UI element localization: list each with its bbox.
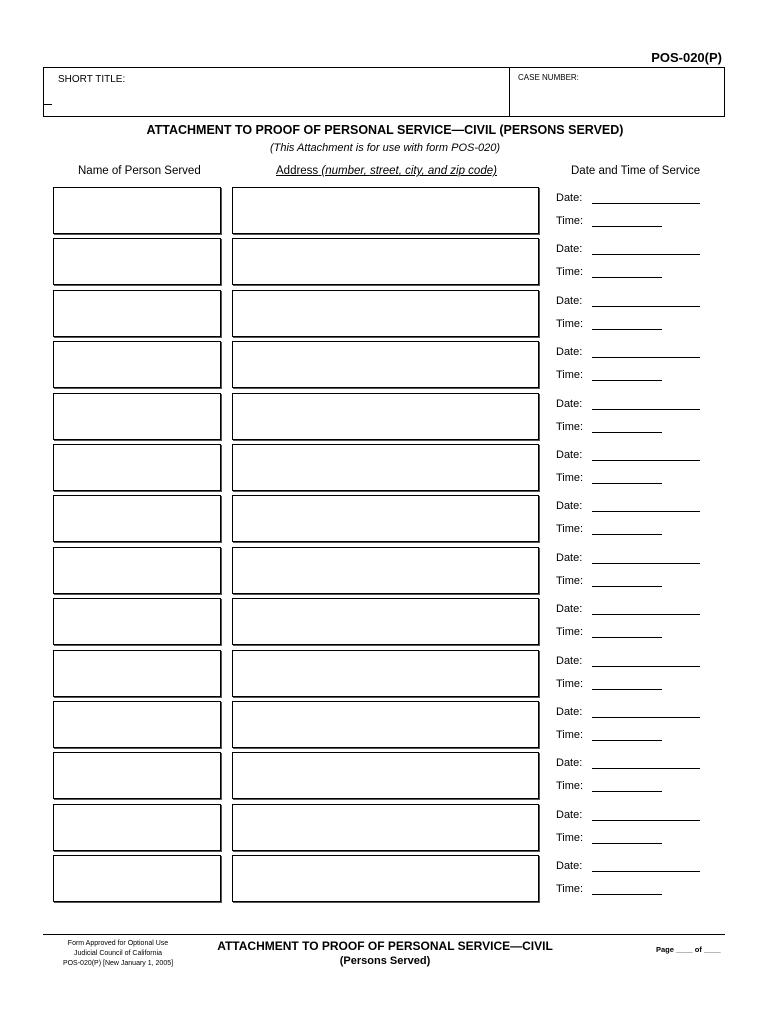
time-label: Time: (556, 678, 584, 690)
header-divider (509, 68, 510, 116)
footer-approval (43, 939, 193, 969)
time-label: Time: (556, 266, 584, 278)
date-field[interactable] (592, 357, 700, 358)
service-entry-row (0, 238, 770, 290)
address-field[interactable] (232, 495, 539, 542)
time-label: Time: (556, 626, 584, 638)
person-name-field[interactable] (53, 650, 221, 697)
person-name-field[interactable] (53, 444, 221, 491)
date-label: Date: (556, 552, 583, 564)
page-number: Page ____ of ____ (656, 945, 721, 954)
person-name-field[interactable] (53, 290, 221, 337)
address-field[interactable] (232, 341, 539, 388)
service-entry-row (0, 341, 770, 393)
service-entry-row (0, 855, 770, 907)
footer-title: ATTACHMENT TO PROOF OF PERSONAL SERVICE—CIVIL (217, 939, 553, 953)
person-name-field[interactable] (53, 495, 221, 542)
form-subtitle: (This Attachment is for use with form POS-020) (269, 142, 501, 154)
date-label: Date: (556, 860, 583, 872)
footer-subtitle: (Persons Served) (339, 955, 431, 967)
date-field[interactable] (592, 614, 700, 615)
service-entry-row (0, 290, 770, 342)
person-name-field[interactable] (53, 341, 221, 388)
person-name-field[interactable] (53, 238, 221, 285)
case-header (43, 67, 725, 117)
time-label: Time: (556, 215, 584, 227)
time-field[interactable] (592, 689, 662, 690)
date-field[interactable] (592, 871, 700, 872)
address-field[interactable] (232, 598, 539, 645)
time-field[interactable] (592, 329, 662, 330)
date-field[interactable] (592, 203, 700, 204)
date-field[interactable] (592, 563, 700, 564)
address-field[interactable] (232, 393, 539, 440)
address-field[interactable] (232, 650, 539, 697)
date-label: Date: (556, 398, 583, 410)
address-main-label: Address (276, 165, 319, 177)
date-label: Date: (556, 500, 583, 512)
date-label: Date: (556, 706, 583, 718)
date-field[interactable] (592, 717, 700, 718)
column-header-date-time: Date and Time of Service (571, 165, 701, 177)
date-field[interactable] (592, 254, 700, 255)
address-field[interactable] (232, 804, 539, 851)
address-field[interactable] (232, 238, 539, 285)
time-label: Time: (556, 318, 584, 330)
date-label: Date: (556, 449, 583, 461)
service-entry-row (0, 444, 770, 496)
address-field[interactable] (232, 701, 539, 748)
approval-line-1: Form Approved for Optional Use (67, 940, 169, 947)
person-name-field[interactable] (53, 393, 221, 440)
time-label: Time: (556, 369, 584, 381)
address-field[interactable] (232, 547, 539, 594)
time-label: Time: (556, 780, 584, 792)
date-label: Date: (556, 655, 583, 667)
short-title-marker (44, 90, 52, 105)
column-header-name: Name of Person Served (78, 165, 201, 177)
time-field[interactable] (592, 380, 662, 381)
footer-rule (43, 934, 725, 935)
person-name-field[interactable] (53, 752, 221, 799)
date-label: Date: (556, 603, 583, 615)
address-detail-label: (number, street, city, and zip code) (321, 165, 497, 177)
person-name-field[interactable] (53, 804, 221, 851)
date-label: Date: (556, 243, 583, 255)
time-field[interactable] (592, 791, 662, 792)
address-field[interactable] (232, 187, 539, 234)
service-entry-row (0, 752, 770, 804)
person-name-field[interactable] (53, 598, 221, 645)
time-label: Time: (556, 421, 584, 433)
person-name-field[interactable] (53, 701, 221, 748)
date-label: Date: (556, 192, 583, 204)
time-field[interactable] (592, 740, 662, 741)
time-label: Time: (556, 472, 584, 484)
person-name-field[interactable] (53, 855, 221, 902)
time-field[interactable] (592, 277, 662, 278)
service-entry-row (0, 701, 770, 753)
case-number-label: CASE NUMBER: (518, 73, 579, 82)
time-field[interactable] (592, 432, 662, 433)
person-name-field[interactable] (53, 187, 221, 234)
address-field[interactable] (232, 290, 539, 337)
date-label: Date: (556, 809, 583, 821)
date-label: Date: (556, 295, 583, 307)
time-label: Time: (556, 575, 584, 587)
service-entry-row (0, 547, 770, 599)
short-title-label: SHORT TITLE: (58, 74, 126, 85)
date-field[interactable] (592, 820, 700, 821)
time-field[interactable] (592, 483, 662, 484)
person-name-field[interactable] (53, 547, 221, 594)
time-field[interactable] (592, 586, 662, 587)
date-field[interactable] (592, 460, 700, 461)
time-field[interactable] (592, 843, 662, 844)
time-field[interactable] (592, 534, 662, 535)
approval-line-3: POS-020(P) [New January 1, 2005] (62, 960, 174, 967)
time-field[interactable] (592, 637, 662, 638)
date-label: Date: (556, 757, 583, 769)
date-field[interactable] (592, 409, 700, 410)
date-field[interactable] (592, 768, 700, 769)
time-label: Time: (556, 523, 584, 535)
date-field[interactable] (592, 666, 700, 667)
case-number-field[interactable] (518, 86, 718, 114)
time-field[interactable] (592, 894, 662, 895)
service-entry-row (0, 393, 770, 445)
time-label: Time: (556, 729, 584, 741)
form-code: POS-020(P) (651, 50, 722, 65)
date-label: Date: (556, 346, 583, 358)
service-entry-row (0, 495, 770, 547)
column-header-address (276, 165, 497, 177)
form-title: ATTACHMENT TO PROOF OF PERSONAL SERVICE—CIVIL (PERSONS SERVED) (146, 123, 624, 137)
service-entry-row (0, 804, 770, 856)
date-field[interactable] (592, 306, 700, 307)
approval-line-2: Judicial Council of California (74, 950, 162, 957)
date-field[interactable] (592, 511, 700, 512)
time-label: Time: (556, 883, 584, 895)
service-entry-row (0, 650, 770, 702)
address-field[interactable] (232, 752, 539, 799)
time-label: Time: (556, 832, 584, 844)
time-field[interactable] (592, 226, 662, 227)
service-entry-row (0, 187, 770, 239)
address-field[interactable] (232, 444, 539, 491)
service-entry-row (0, 598, 770, 650)
short-title-field[interactable] (58, 88, 498, 114)
address-field[interactable] (232, 855, 539, 902)
